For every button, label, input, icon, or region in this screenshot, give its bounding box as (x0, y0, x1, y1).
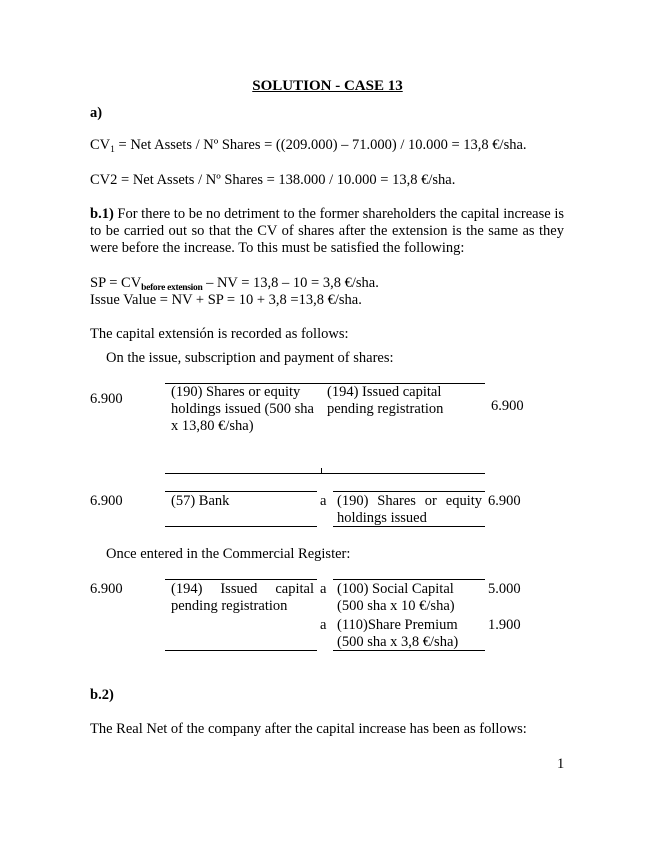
section-b2-label: b.2) (90, 687, 114, 703)
cv1-line (90, 137, 527, 154)
journal-3-credit-amount-2: 1.900 (488, 617, 521, 633)
journal-3-connector-1: a (320, 581, 327, 597)
journal-2-debit-amount: 6.900 (90, 493, 123, 509)
journal-1-credit-amount: 6.900 (491, 398, 524, 414)
sp-subscript: before extension (141, 283, 203, 293)
journal-3-bottom-rule-right (333, 650, 485, 651)
journal-2-connector: a (320, 493, 327, 509)
b1-paragraph (90, 206, 564, 257)
sp-line (90, 275, 379, 292)
b2-text: The Real Net of the company after the capital increase has been as follows: (90, 721, 527, 737)
cv1-text: = Net Assets / Nº Shares = ((209.000) – 71.000) / 10.000 = 13,8 €/sha. (114, 137, 527, 153)
section-a-label: a) (90, 105, 103, 121)
cv2-line: CV2 = Net Assets / Nº Shares = 138.000 / 10.000 = 13,8 €/sha. (90, 172, 456, 188)
journal-3-connector-2: a (320, 617, 327, 633)
journal-2-credit-account: (190) Shares or equity holdings issued (337, 493, 482, 526)
on-issue-line: On the issue, subscription and payment of shares: (106, 350, 394, 366)
journal-3-top-rule-left (165, 579, 317, 580)
journal-1-debit-account: (190) Shares or equity holdings issued (500 sha x 13,80 €/sha) (171, 384, 314, 434)
b1-paragraph-text: For there to be no detriment to the former shareholders the capital increase is to be carried out so that the CV of shares after the extension is the same as they were before the increase. To this must be satisfied the following: (90, 206, 564, 256)
journal-2-credit-amount: 6.900 (488, 493, 521, 509)
journal-3-top-rule-right (333, 579, 485, 580)
cv1-subscript: 1 (110, 145, 115, 155)
journal-3-credit-account-1: (100) Social Capital (500 sha x 10 €/sha) (337, 581, 455, 614)
section-b1-label: b.1) (90, 206, 114, 222)
cv1-prefix: CV (90, 137, 111, 153)
journal-3-credit-amount-1: 5.000 (488, 581, 521, 597)
journal-2-bottom-rule-left (165, 526, 317, 527)
journal-1-divider (321, 468, 322, 473)
journal-3-bottom-rule-left (165, 650, 317, 651)
sp-text: – NV = 13,8 – 10 = 3,8 €/sha. (202, 275, 379, 291)
recorded-line: The capital extensión is recorded as follows: (90, 326, 349, 342)
journal-1-debit-amount: 6.900 (90, 391, 123, 407)
page-title: SOLUTION - CASE 13 (252, 78, 403, 94)
journal-2-debit-account: (57) Bank (171, 493, 230, 509)
journal-3-debit-account: (194) Issued capital pending registration (171, 581, 314, 614)
journal-2-top-rule-left (165, 491, 317, 492)
journal-3-credit-account-2: (110)Share Premium (500 sha x 3,8 €/sha) (337, 617, 459, 650)
once-entered-line: Once entered in the Commercial Register: (106, 546, 351, 562)
issue-value-line: Issue Value = NV + SP = 10 + 3,8 =13,8 €/sha. (90, 292, 362, 308)
journal-2-top-rule-right (333, 491, 485, 492)
journal-2-bottom-rule-right (333, 526, 485, 527)
sp-prefix: SP = CV (90, 275, 142, 291)
page-number: 1 (557, 756, 565, 772)
journal-1-bottom-rule (165, 473, 485, 474)
journal-3-debit-amount: 6.900 (90, 581, 123, 597)
journal-1-credit-account: (194) Issued capital pending registration (327, 384, 444, 417)
